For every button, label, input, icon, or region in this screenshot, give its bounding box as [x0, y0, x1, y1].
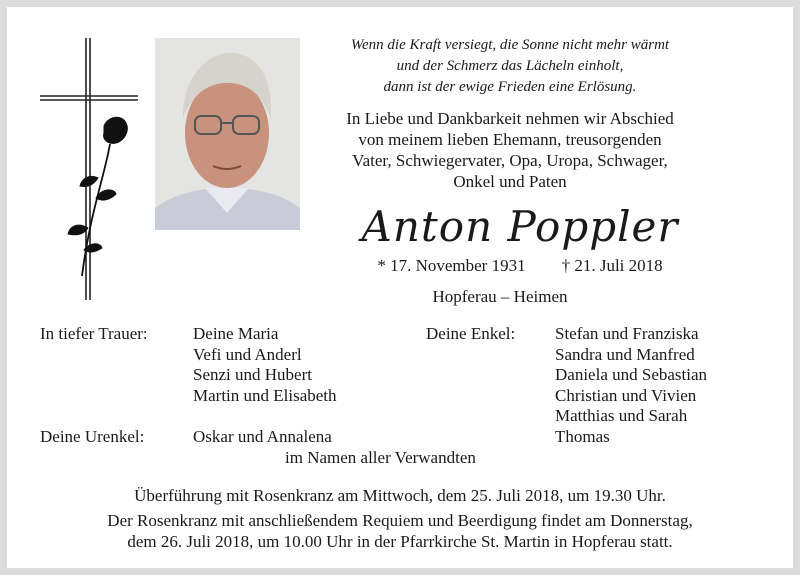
mourners-list: [193, 324, 337, 406]
birth-date: * 17. November 1931: [377, 256, 526, 275]
funeral-line: Überführung mit Rosenkranz am Mittwoch, dem 25. Juli 2018, um 19.30 Uhr.: [134, 486, 666, 505]
grandchildren-label: Deine Enkel:: [426, 324, 516, 343]
grandchild-name: Stefan und Franziska: [555, 324, 699, 343]
grandchild-name: Sandra und Manfred: [555, 344, 695, 364]
death-date: † 21. Juli 2018: [561, 256, 663, 275]
farewell-line: Vater, Schwiegervater, Opa, Uropa, Schwager,: [352, 151, 668, 170]
grandchild-name: Christian und Vivien: [555, 385, 697, 405]
farewell-line: In Liebe und Dankbarkeit nehmen wir Abschied: [346, 109, 674, 128]
mourners-label: In tiefer Trauer:: [40, 324, 148, 343]
grandchild-name: Matthias und Sarah: [555, 406, 688, 425]
funeral-line: dem 26. Juli 2018, um 10.00 Uhr in der Pfarrkirche St. Martin in Hopferau statt.: [127, 532, 673, 551]
poem-line: Wenn die Kraft versiegt, die Sonne nicht mehr wärmt: [350, 37, 670, 53]
portrait-photo: [155, 38, 300, 230]
great-grandchildren-label: Deine Urenkel:: [40, 427, 145, 446]
funeral-details: [10, 485, 790, 552]
mourner-name: Senzi und Hubert: [193, 365, 312, 384]
grandchild-name: Daniela und Sebastian: [555, 365, 708, 384]
grandchild-name: Thomas: [555, 426, 610, 446]
mourner-name: Martin und Elisabeth: [193, 385, 337, 405]
life-dates: [300, 256, 740, 276]
mourner-name: Deine Maria: [193, 324, 279, 343]
farewell-text: [300, 108, 720, 192]
poem: [300, 35, 720, 98]
funeral-line: Der Rosenkranz mit anschließendem Requiem und Beerdigung findet am Donnerstag,: [107, 511, 693, 530]
grandchildren-list: [555, 324, 707, 447]
places: Hopferau – Heimen: [432, 287, 568, 306]
farewell-line: Onkel und Paten: [453, 172, 567, 191]
poem-line: und der Schmerz das Lächeln einholt,: [396, 58, 624, 74]
poem-line: dann ist der ewige Frieden eine Erlösung.: [383, 79, 637, 95]
cross-with-rose-icon: [38, 38, 143, 303]
mourner-name: Vefi und Anderl: [193, 344, 302, 364]
farewell-line: von meinem lieben Ehemann, treusorgenden: [358, 130, 662, 149]
great-grandchild-name: Oskar und Annalena: [193, 427, 332, 446]
deceased-name: Anton Poppler: [361, 202, 679, 251]
relatives-note: im Namen aller Verwandten: [285, 448, 476, 467]
